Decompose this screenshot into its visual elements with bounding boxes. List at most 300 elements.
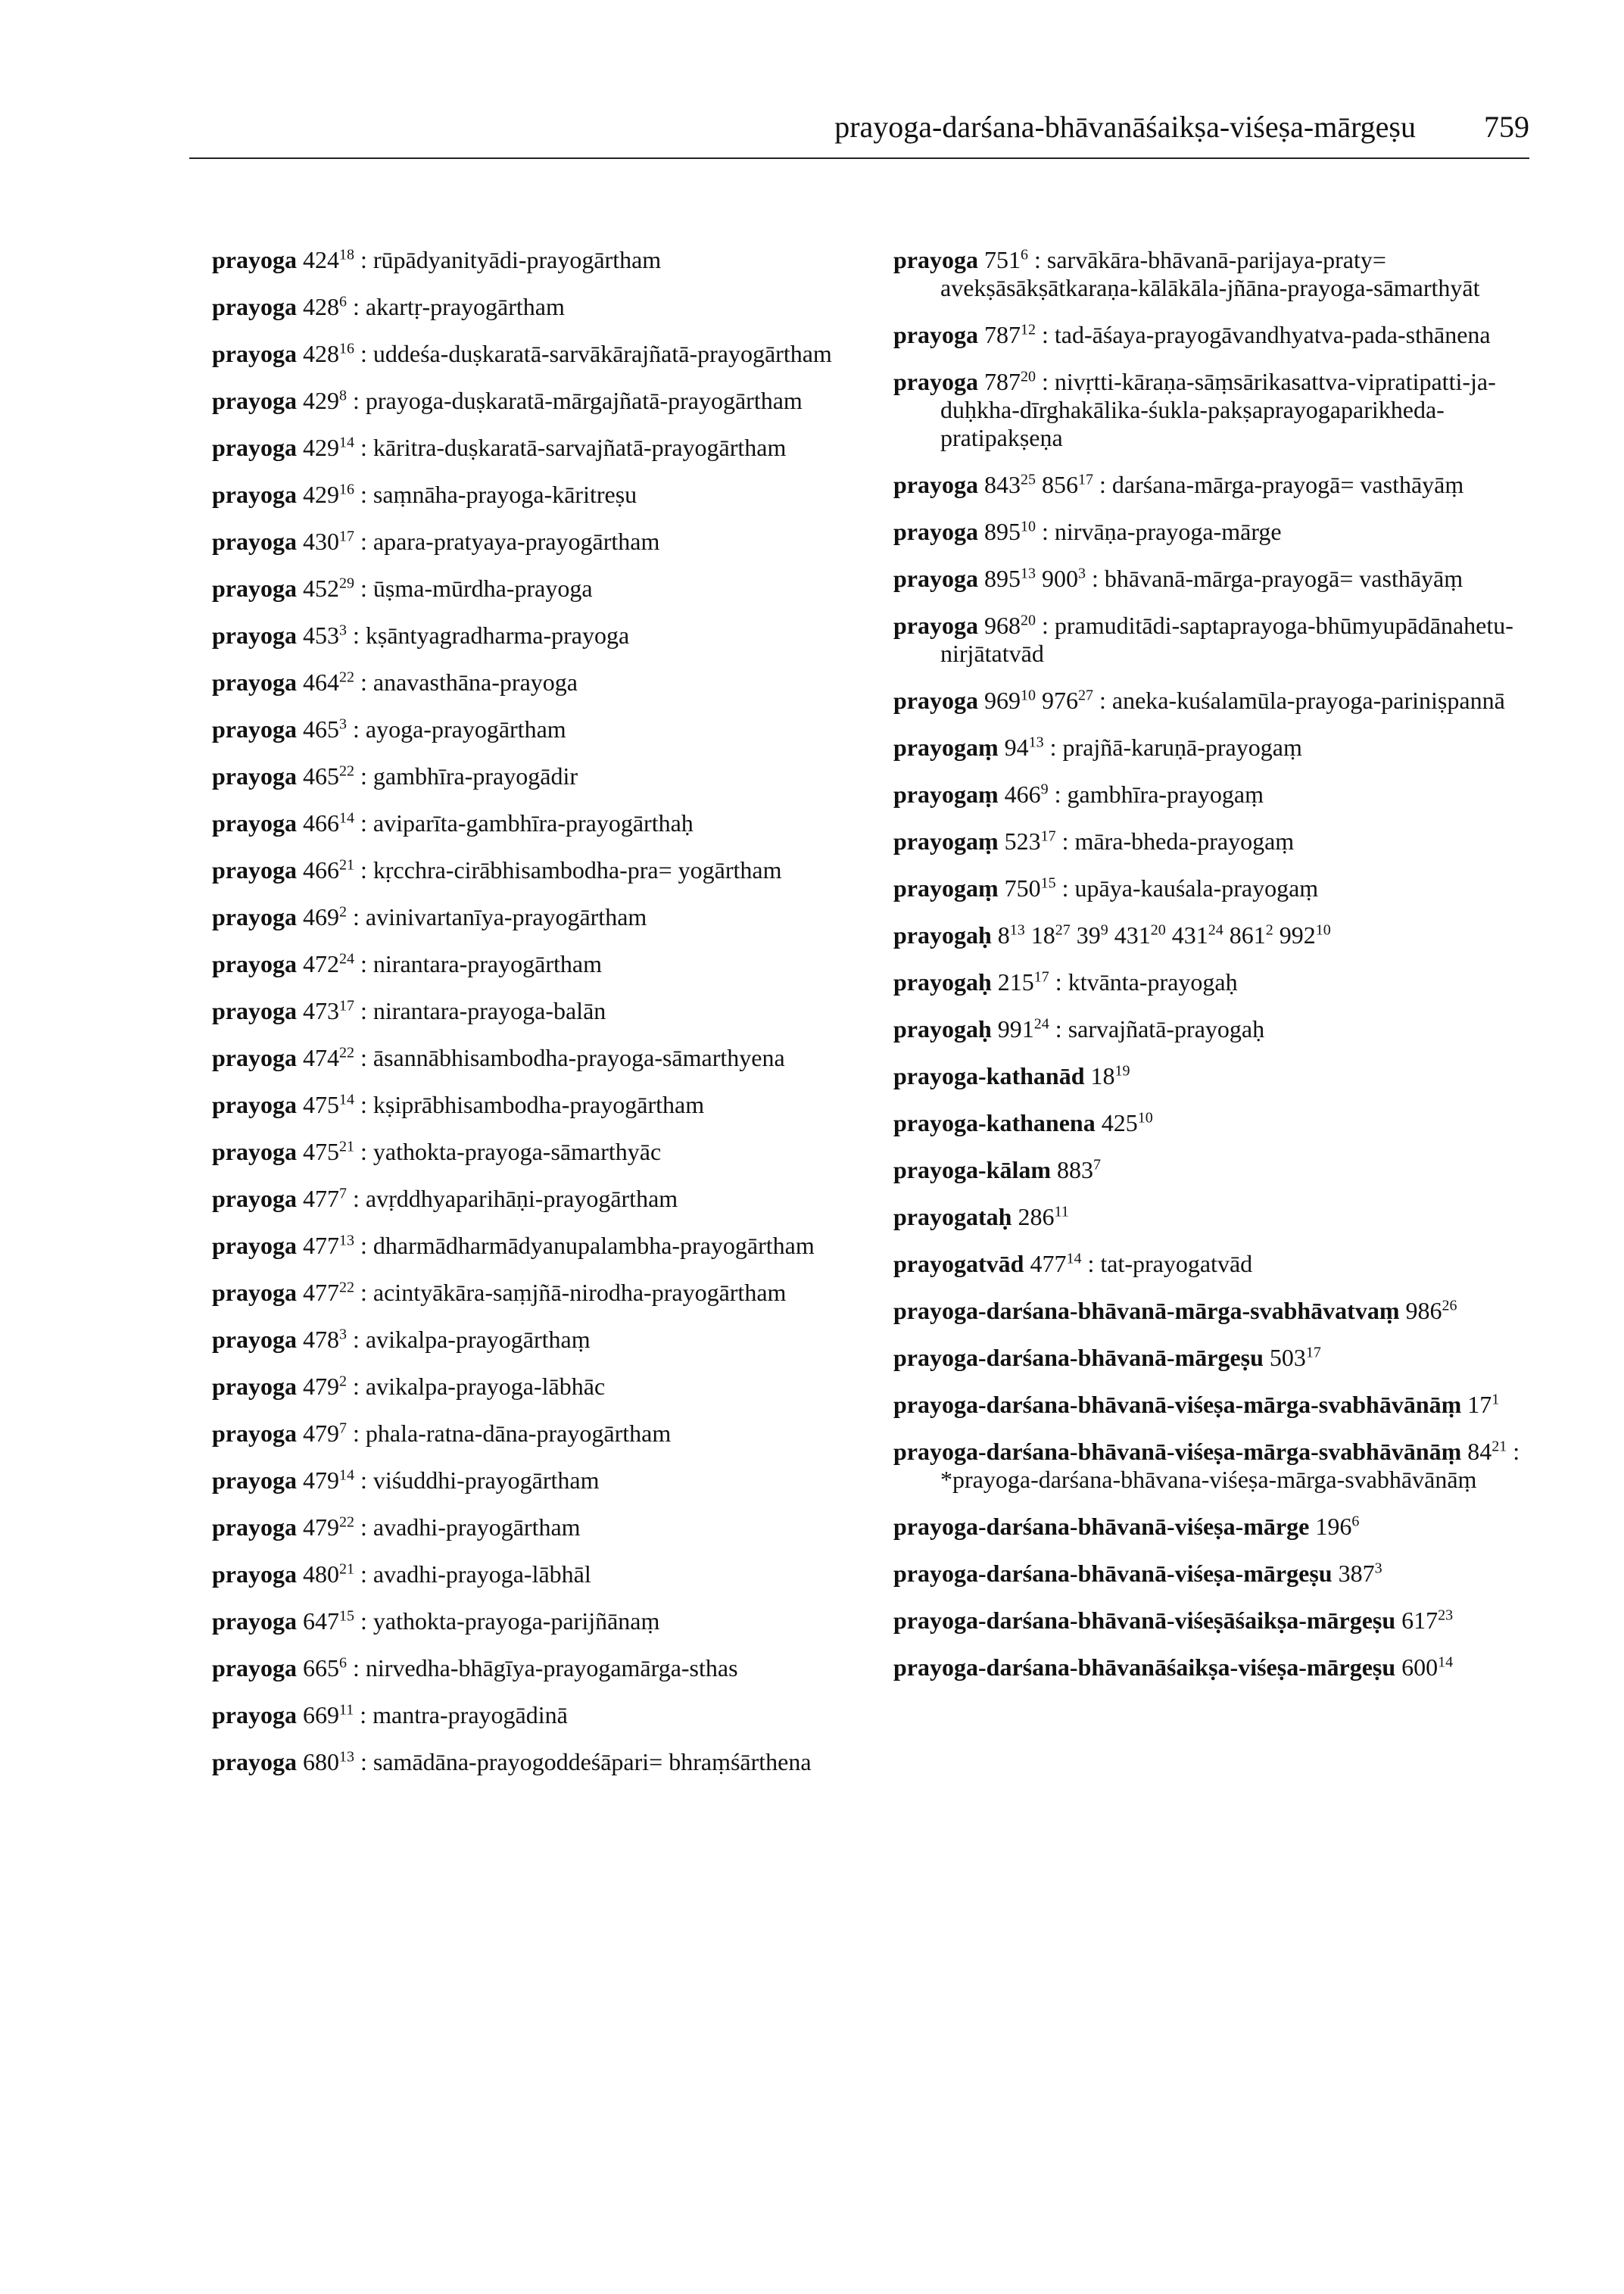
entry-headword: prayoga — [212, 1701, 297, 1728]
ref-page: 895 — [984, 565, 1021, 592]
ref-page: 466 — [1004, 781, 1041, 808]
index-entry: prayoga $479^{22}$ : avadhi-prayogārtham — [212, 1513, 581, 1541]
entry-headword: prayoga — [212, 1091, 297, 1118]
ref-line: 16 — [339, 481, 354, 498]
entry-references — [984, 565, 1086, 592]
entry-gloss: avadhi-prayoga-lābhāl — [372, 1560, 591, 1588]
index-entry — [893, 1109, 1545, 1137]
index-entry: prayoga $477^7$ : avṛddhyaparihāṇi-prayogārtham — [212, 1185, 678, 1212]
index-entry: prayoga $465^3$ : ayoga-prayogārtham — [212, 715, 566, 743]
entry-references — [303, 1654, 347, 1682]
index-entry: prayoga $895^{13}$ $900^3$ : bhāvanā-mārga-prayogā= vasthāyāṃ — [893, 565, 1463, 592]
ref-line: 25 — [1021, 471, 1036, 488]
ref-page: 466 — [303, 809, 339, 837]
entry-gloss: gambhīra-prayogaṃ — [1067, 781, 1264, 808]
ref-line: 14 — [339, 809, 354, 827]
entry-references — [303, 1138, 354, 1165]
entry-references — [984, 518, 1036, 545]
entry-headword: prayoga — [212, 528, 297, 555]
entry-references — [984, 246, 1028, 273]
ref-line: 21 — [1492, 1438, 1507, 1455]
ref-page: 452 — [303, 575, 339, 602]
entry-references — [303, 1185, 347, 1212]
entry-gloss: pramuditādi-saptaprayoga-bhūmyupādānahetu-nirjātatvād — [940, 612, 1513, 667]
entry-headword: prayoga — [212, 1654, 297, 1682]
entry-references — [303, 1420, 347, 1447]
entry-headword: prayoga — [212, 293, 297, 320]
index-entry: prayoga $477^{22}$ : acintyākāra-saṃjñā-nirodha-prayogārtham — [212, 1279, 787, 1306]
ref-line: 3 — [339, 1326, 347, 1343]
entry-gloss: saṃnāha-prayoga-kāritreṣu — [372, 481, 637, 508]
ref-line: 19 — [1114, 1062, 1130, 1080]
ref-page: 431 — [1171, 921, 1208, 949]
ref-line: 24 — [1033, 1015, 1049, 1033]
entry-references — [303, 1701, 354, 1728]
ref-page: 286 — [1018, 1203, 1055, 1230]
index-entry: prayoga $480^{21}$ : avadhi-prayoga-lābhāl — [212, 1560, 591, 1588]
ref-line: 11 — [1054, 1203, 1069, 1220]
ref-page: 477 — [303, 1279, 339, 1306]
ref-line: 14 — [339, 1091, 354, 1108]
entry-headword: prayoga — [212, 715, 297, 743]
entry-references — [1467, 1391, 1499, 1418]
entry-references — [1315, 1513, 1359, 1540]
ref-line: 14 — [339, 1466, 354, 1484]
entry-references — [984, 612, 1036, 639]
ref-line: 22 — [339, 1513, 354, 1531]
entry-headword: prayoga — [212, 903, 297, 930]
index-entry: prayoga $647^{15}$ : yathokta-prayoga-parijñānaṃ — [212, 1607, 660, 1635]
index-entry: prayoga $428^6$ : akartṛ-prayogārtham — [212, 293, 565, 320]
entry-headword: prayoga-darśana-bhāvanā-viśeṣa-mārga-svabhāvānāṃ — [893, 1438, 1462, 1465]
ref-line: 7 — [1093, 1156, 1101, 1173]
entry-references — [303, 1513, 354, 1541]
entry-gloss: samādāna-prayogoddeśāpari= bhraṃśārthena — [372, 1748, 812, 1775]
entry-references — [303, 340, 354, 367]
entry-headword: prayoga — [212, 669, 297, 696]
entry-gloss: kāritra-duṣkaratā-sarvajñatā-prayogārtham — [372, 434, 787, 461]
index-entry — [893, 1062, 1545, 1090]
ref-page: 503 — [1269, 1344, 1306, 1371]
entry-headword: prayoga — [893, 246, 978, 273]
entry-references — [984, 321, 1036, 348]
entry-headword: prayoga — [212, 1466, 297, 1494]
index-entry — [893, 1156, 1545, 1184]
entry-gloss: aneka-kuśalamūla-prayoga-pariniṣpannā — [1111, 687, 1505, 714]
ref-line: 13 — [339, 1232, 354, 1249]
index-entry: prayoga $464^{22}$ : anavasthāna-prayoga — [212, 669, 578, 696]
entry-headword: prayoga-darśana-bhāvanā-viśeṣāśaikṣa-mārgeṣu — [893, 1607, 1396, 1634]
entry-references — [303, 669, 354, 696]
entry-headword: prayoga-kathanena — [893, 1109, 1096, 1136]
entry-gloss: gambhīra-prayogādir — [372, 762, 578, 790]
ref-page: 473 — [303, 997, 339, 1024]
index-entry: prayoga $968^{20}$ : pramuditādi-saptaprayoga-bhūmyupādānahetu-nirjātatvād — [893, 612, 1513, 667]
ref-page: 478 — [303, 1326, 339, 1353]
ref-line: 22 — [339, 1279, 354, 1296]
entry-headword: prayoga-kathanād — [893, 1062, 1085, 1089]
ref-page: 466 — [303, 856, 339, 884]
entry-references — [303, 1279, 354, 1306]
entry-gloss: uddeśa-duṣkaratā-sarvākārajñatā-prayogārtham — [372, 340, 832, 367]
entry-gloss: sarvākāra-bhāvanā-parijaya-praty= avekṣāsākṣātkaraṇa-kālākāla-jñāna-prayoga-sāmarthyāt — [940, 246, 1480, 301]
entry-gloss: prajñā-karuṇā-prayogaṃ — [1062, 734, 1302, 761]
index-entry: prayoga $452^{29}$ : ūṣma-mūrdha-prayoga — [212, 575, 593, 602]
ref-line: 7 — [339, 1420, 347, 1437]
index-entry: prayoga $472^{24}$ : nirantara-prayogārtham — [212, 950, 602, 977]
ref-page: 39 — [1076, 921, 1101, 949]
entry-references — [1405, 1297, 1457, 1324]
index-entry: prayoga $429^{14}$ : kāritra-duṣkaratā-sarvajñatā-prayogārtham — [212, 434, 787, 461]
entry-references — [303, 1748, 354, 1775]
index-entry: prayoga $424^{18}$ : rūpādyanityādi-prayogārtham — [212, 246, 662, 273]
ref-line: 8 — [339, 387, 347, 404]
entry-references — [998, 968, 1049, 996]
entry-headword: prayoga — [212, 622, 297, 649]
index-entry: prayoga $843^{25}$ $856^{17}$ : darśana-mārga-prayogā= vasthāyāṃ — [893, 471, 1464, 498]
ref-line: 21 — [339, 1138, 354, 1155]
index-entry: prayoga $466^{21}$ : kṛcchra-cirābhisambodha-pra= yogārtham — [212, 856, 782, 884]
index-entry: prayoga-darśana-bhāvanā-viśeṣa-mārga-svabhāvānāṃ $84^{21}$ : *prayoga-darśana-bhāvana-viśeṣa-mārga-svabhāvānāṃ — [893, 1438, 1520, 1493]
entry-references — [303, 528, 354, 555]
entry-headword: prayoga — [212, 387, 297, 414]
ref-page: 665 — [303, 1654, 339, 1682]
entry-gloss: tat-prayogatvād — [1100, 1250, 1253, 1277]
ref-line: 20 — [1021, 368, 1036, 385]
page-number: 759 — [1484, 110, 1529, 144]
entry-references — [303, 809, 354, 837]
entry-references — [303, 1607, 354, 1635]
ref-line: 16 — [339, 340, 354, 357]
ref-line: 14 — [1438, 1653, 1454, 1671]
index-entry: prayoga $680^{13}$ : samādāna-prayogoddeśāpari= bhraṃśārthena — [212, 1748, 812, 1775]
index-entry: prayoga $429^{16}$ : saṃnāha-prayoga-kāritreṣu — [212, 481, 637, 508]
ref-page: 861 — [1229, 921, 1266, 949]
entry-headword: prayogaḥ — [893, 921, 992, 949]
ref-page: 431 — [1114, 921, 1151, 949]
ref-line: 17 — [339, 528, 354, 545]
right-column — [893, 246, 1545, 1700]
index-entry: prayoga $465^{22}$ : gambhīra-prayogādir — [212, 762, 578, 790]
entry-references — [303, 387, 347, 414]
entry-gloss: rūpādyanityādi-prayogārtham — [372, 246, 662, 273]
entry-headword: prayoga — [212, 1560, 297, 1588]
entry-gloss: māra-bheda-prayogaṃ — [1074, 828, 1295, 855]
ref-page: 479 — [303, 1373, 339, 1400]
index-entry: prayoga $665^6$ : nirvedha-bhāgīya-prayogamārga-sthas — [212, 1654, 738, 1682]
ref-line: 3 — [1374, 1560, 1382, 1577]
entry-headword: prayoga — [212, 1607, 297, 1635]
ref-page: 465 — [303, 762, 339, 790]
entry-headword: prayoga — [212, 1373, 297, 1400]
ref-page: 429 — [303, 434, 339, 461]
ref-line: 17 — [1305, 1344, 1321, 1361]
entry-references — [303, 762, 354, 790]
entry-headword: prayoga-darśana-bhāvanā-viśeṣa-mārge — [893, 1513, 1310, 1540]
ref-page: 477 — [1030, 1250, 1067, 1277]
index-entry: prayoga $469^2$ : avinivartanīya-prayogārtham — [212, 903, 647, 930]
entry-headword: prayoga-darśana-bhāvanā-mārgeṣu — [893, 1344, 1264, 1371]
ref-line: 20 — [1150, 921, 1166, 939]
index-entry: prayoga $479^{14}$ : viśuddhi-prayogārtham — [212, 1466, 600, 1494]
entry-gloss: darśana-mārga-prayogā= vasthāyāṃ — [1111, 471, 1464, 498]
entry-gloss: nirantara-prayoga-balān — [372, 997, 606, 1024]
entry-gloss: nirvāṇa-prayoga-mārge — [1054, 518, 1282, 545]
entry-references — [1005, 828, 1056, 855]
ref-line: 6 — [339, 293, 347, 310]
entry-gloss: bhāvanā-mārga-prayogā= vasthāyāṃ — [1104, 565, 1463, 592]
ref-page: 428 — [303, 293, 339, 320]
ref-line: 24 — [339, 950, 354, 968]
ref-line: 29 — [339, 575, 354, 592]
entry-references — [984, 687, 1093, 714]
running-title: prayoga-darśana-bhāvanāśaikṣa-viśeṣa-mārgeṣu — [834, 110, 1416, 144]
ref-line: 3 — [1078, 565, 1086, 582]
entry-headword: prayoga — [893, 321, 978, 348]
entry-references — [303, 950, 354, 977]
entry-headword: prayogaṃ — [893, 734, 999, 761]
entry-gloss: avṛddhyaparihāṇi-prayogārtham — [365, 1185, 678, 1212]
ref-page: 479 — [303, 1420, 339, 1447]
ref-page: 196 — [1315, 1513, 1352, 1540]
entry-headword: prayoga — [212, 809, 297, 837]
ref-line: 10 — [1021, 518, 1036, 535]
entry-headword: prayoga — [893, 687, 978, 714]
entry-headword: prayoga — [212, 481, 297, 508]
index-entry: prayoga $475^{14}$ : kṣiprābhisambodha-prayogārtham — [212, 1091, 705, 1118]
ref-line: 22 — [339, 762, 354, 780]
index-entry: prayoga $473^{17}$ : nirantara-prayoga-balān — [212, 997, 606, 1024]
ref-page: 215 — [997, 968, 1034, 996]
ref-page: 787 — [984, 321, 1021, 348]
index-entry — [893, 1653, 1545, 1682]
ref-page: 787 — [984, 368, 1021, 395]
ref-page: 8 — [997, 921, 1010, 949]
ref-line: 15 — [339, 1607, 354, 1625]
ref-line: 3 — [339, 622, 347, 639]
ref-line: 13 — [1021, 565, 1036, 582]
index-entry: prayoga $479^7$ : phala-ratna-dāna-prayogārtham — [212, 1420, 672, 1447]
ref-line: 17 — [339, 997, 354, 1015]
ref-page: 895 — [984, 518, 1021, 545]
ref-page: 475 — [303, 1138, 339, 1165]
index-entry — [893, 1560, 1545, 1588]
entry-headword: prayoga — [893, 368, 978, 395]
ref-page: 428 — [303, 340, 339, 367]
entry-gloss: anavasthāna-prayoga — [372, 669, 578, 696]
index-entry: prayogaṃ $94^{13}$ : prajñā-karuṇā-prayogaṃ — [893, 734, 1302, 761]
index-entry: prayoga $751^6$ : sarvākāra-bhāvanā-parijaya-praty= avekṣāsākṣātkaraṇa-kālākāla-jñāna-prayoga-sāmarthyāt — [893, 246, 1480, 301]
entry-headword: prayoga — [893, 518, 978, 545]
ref-line: 9 — [1040, 781, 1049, 798]
entry-references — [303, 1466, 354, 1494]
ref-line: 10 — [1021, 687, 1036, 704]
entry-gloss: nivṛtti-kāraṇa-sāṃsārikasattva-vipratipatti-ja-duḥkha-dīrghakālika-śukla-pakṣaprayogaparikheda-pratipakṣeṇa — [940, 368, 1496, 451]
ref-line: 14 — [1066, 1250, 1082, 1267]
entry-headword: prayoga — [212, 246, 297, 273]
entry-headword: prayoga — [212, 340, 297, 367]
index-entry: prayoga $669^{11}$ : mantra-prayogādinā — [212, 1701, 568, 1728]
index-entry: prayoga $475^{21}$ : yathokta-prayoga-sāmarthyāc — [212, 1138, 662, 1165]
entry-headword: prayoga-darśana-bhāvanā-viśeṣa-mārgeṣu — [893, 1560, 1333, 1587]
ref-page: 477 — [303, 1232, 339, 1259]
entry-references — [1091, 1062, 1130, 1089]
entry-references — [303, 1560, 354, 1588]
entry-gloss: āsannābhisambodha-prayoga-sāmarthyena — [372, 1044, 785, 1071]
ref-line: 27 — [1078, 687, 1093, 704]
entry-gloss: avikalpa-prayoga-lābhāc — [365, 1373, 606, 1400]
entry-headword: prayoga — [893, 471, 978, 498]
entry-gloss: nirvedha-bhāgīya-prayogamārga-sthas — [365, 1654, 738, 1682]
entry-references — [1005, 874, 1056, 902]
index-entry: prayoga $428^{16}$ : uddeśa-duṣkaratā-sarvākārajñatā-prayogārtham — [212, 340, 832, 367]
entry-references — [303, 997, 354, 1024]
ref-line: 2 — [339, 1373, 347, 1390]
ref-line: 10 — [1315, 921, 1331, 939]
ref-line: 26 — [1442, 1297, 1457, 1314]
ref-line: 3 — [339, 715, 347, 733]
entry-references — [1401, 1607, 1453, 1634]
entry-headword: prayoga — [212, 1420, 297, 1447]
entry-references — [303, 715, 347, 743]
ref-page: 968 — [984, 612, 1021, 639]
entry-headword: prayogaṃ — [893, 874, 999, 902]
index-entry — [893, 1344, 1545, 1372]
entry-gloss: kṣāntyagradharma-prayoga — [365, 622, 630, 649]
entry-headword: prayoga — [212, 1138, 297, 1165]
entry-references — [984, 471, 1093, 498]
ref-line: 7 — [339, 1185, 347, 1202]
entry-gloss: akartṛ-prayogārtham — [365, 293, 565, 320]
entry-references — [1005, 781, 1049, 808]
index-entry: prayogatvād $477^{14}$ : tat-prayogatvād — [893, 1250, 1253, 1277]
entry-references — [303, 575, 354, 602]
entry-references — [303, 1232, 354, 1259]
ref-page: 647 — [303, 1607, 339, 1635]
entry-gloss: kṛcchra-cirābhisambodha-pra= yogārtham — [372, 856, 782, 884]
header-rule — [189, 157, 1529, 159]
entry-references — [303, 1091, 354, 1118]
ref-line: 21 — [339, 856, 354, 874]
entry-references — [303, 1044, 354, 1071]
ref-line: 1 — [1492, 1391, 1500, 1408]
entry-headword: prayoga-darśana-bhāvanāśaikṣa-viśeṣa-mārgeṣu — [893, 1653, 1396, 1681]
ref-line: 6 — [1351, 1513, 1360, 1530]
ref-page: 430 — [303, 528, 339, 555]
entry-gloss: ktvānta-prayogaḥ — [1068, 968, 1238, 996]
entry-gloss: prayoga-duṣkaratā-mārgajñatā-prayogārtham — [365, 387, 803, 414]
ref-page: 843 — [984, 471, 1021, 498]
entry-headword: prayogaṃ — [893, 828, 999, 855]
ref-page: 883 — [1057, 1156, 1093, 1183]
entry-references — [998, 921, 1331, 949]
entry-headword: prayoga — [212, 1326, 297, 1353]
entry-references — [303, 246, 354, 273]
ref-page: 751 — [984, 246, 1021, 273]
entry-references — [303, 856, 354, 884]
entry-headword: prayogaṃ — [893, 781, 999, 808]
entry-gloss: dharmādharmādyanupalambha-prayogārtham — [372, 1232, 815, 1259]
ref-page: 18 — [1030, 921, 1055, 949]
entry-headword: prayoga — [212, 950, 297, 977]
ref-page: 472 — [303, 950, 339, 977]
ref-page: 991 — [997, 1015, 1034, 1043]
entry-gloss: phala-ratna-dāna-prayogārtham — [365, 1420, 672, 1447]
entry-references — [303, 903, 347, 930]
ref-line: 2 — [339, 903, 347, 921]
index-entry: prayoga $466^{14}$ : aviparīta-gambhīra-prayogārthaḥ — [212, 809, 694, 837]
ref-line: 9 — [1100, 921, 1108, 939]
ref-page: 425 — [1101, 1109, 1138, 1136]
entry-references — [1270, 1344, 1321, 1371]
index-entry — [893, 1513, 1545, 1541]
entry-gloss: tad-āśaya-prayogāvandhyatva-pada-sthānena — [1054, 321, 1491, 348]
entry-headword: prayoga — [212, 762, 297, 790]
entry-headword: prayoga — [212, 1513, 297, 1541]
entry-references — [303, 434, 354, 461]
index-entry — [893, 1203, 1545, 1231]
entry-gloss: *prayoga-darśana-bhāvana-viśeṣa-mārga-svabhāvānāṃ — [940, 1466, 1477, 1493]
ref-page: 480 — [303, 1560, 339, 1588]
entry-gloss: acintyākāra-saṃjñā-nirodha-prayogārtham — [372, 1279, 787, 1306]
entry-headword: prayoga — [212, 997, 297, 1024]
ref-line: 11 — [339, 1701, 354, 1719]
index-entry — [893, 1607, 1545, 1635]
index-entry: prayoga $478^3$ : avikalpa-prayogārthaṃ — [212, 1326, 591, 1353]
ref-page: 465 — [303, 715, 339, 743]
ref-page: 479 — [303, 1513, 339, 1541]
ref-page: 464 — [303, 669, 339, 696]
entry-references — [984, 368, 1036, 395]
ref-page: 600 — [1401, 1653, 1439, 1681]
ref-line: 17 — [1033, 968, 1049, 986]
entry-gloss: aviparīta-gambhīra-prayogārthaḥ — [372, 809, 694, 837]
ref-page: 424 — [303, 246, 339, 273]
entry-headword: prayoga-darśana-bhāvanā-viśeṣa-mārga-svabhāvānāṃ — [893, 1391, 1462, 1418]
ref-line: 27 — [1055, 921, 1071, 939]
entry-headword: prayoga-kālam — [893, 1156, 1051, 1183]
ref-line: 20 — [1021, 612, 1036, 629]
ref-line: 6 — [1021, 246, 1028, 263]
entry-references — [303, 622, 347, 649]
index-entry: prayoga $787^{20}$ : nivṛtti-kāraṇa-sāṃsārikasattva-vipratipatti-ja-duḥkha-dīrghakālika-śukla-pakṣaprayogaparikheda-pratipakṣeṇa — [893, 368, 1496, 451]
ref-page: 84 — [1467, 1438, 1492, 1465]
ref-page: 669 — [303, 1701, 339, 1728]
entry-references — [1339, 1560, 1382, 1587]
entry-headword: prayoga — [212, 856, 297, 884]
page-header — [189, 106, 1529, 159]
ref-line: 17 — [1078, 471, 1093, 488]
entry-gloss: avadhi-prayogārtham — [372, 1513, 581, 1541]
index-entry: prayoga $474^{22}$ : āsannābhisambodha-prayoga-sāmarthyena — [212, 1044, 785, 1071]
entry-gloss: sarvajñatā-prayogaḥ — [1068, 1015, 1265, 1043]
entry-gloss: yathokta-prayoga-parijñānaṃ — [372, 1607, 660, 1635]
entry-references — [998, 1015, 1049, 1043]
index-entry — [893, 921, 1545, 949]
ref-page: 969 — [984, 687, 1021, 714]
entry-references — [1057, 1156, 1101, 1183]
entry-headword: prayogaḥ — [893, 1015, 992, 1043]
entry-gloss: apara-pratyaya-prayogārtham — [372, 528, 660, 555]
entry-references — [303, 1373, 347, 1400]
ref-page: 479 — [303, 1466, 339, 1494]
entry-headword: prayoga — [893, 565, 978, 592]
entry-references — [303, 1326, 347, 1353]
ref-line: 6 — [339, 1654, 347, 1672]
ref-page: 429 — [303, 481, 339, 508]
index-entry: prayoga $429^8$ : prayoga-duṣkaratā-mārgajñatā-prayogārtham — [212, 387, 803, 414]
entry-headword: prayogataḥ — [893, 1203, 1012, 1230]
